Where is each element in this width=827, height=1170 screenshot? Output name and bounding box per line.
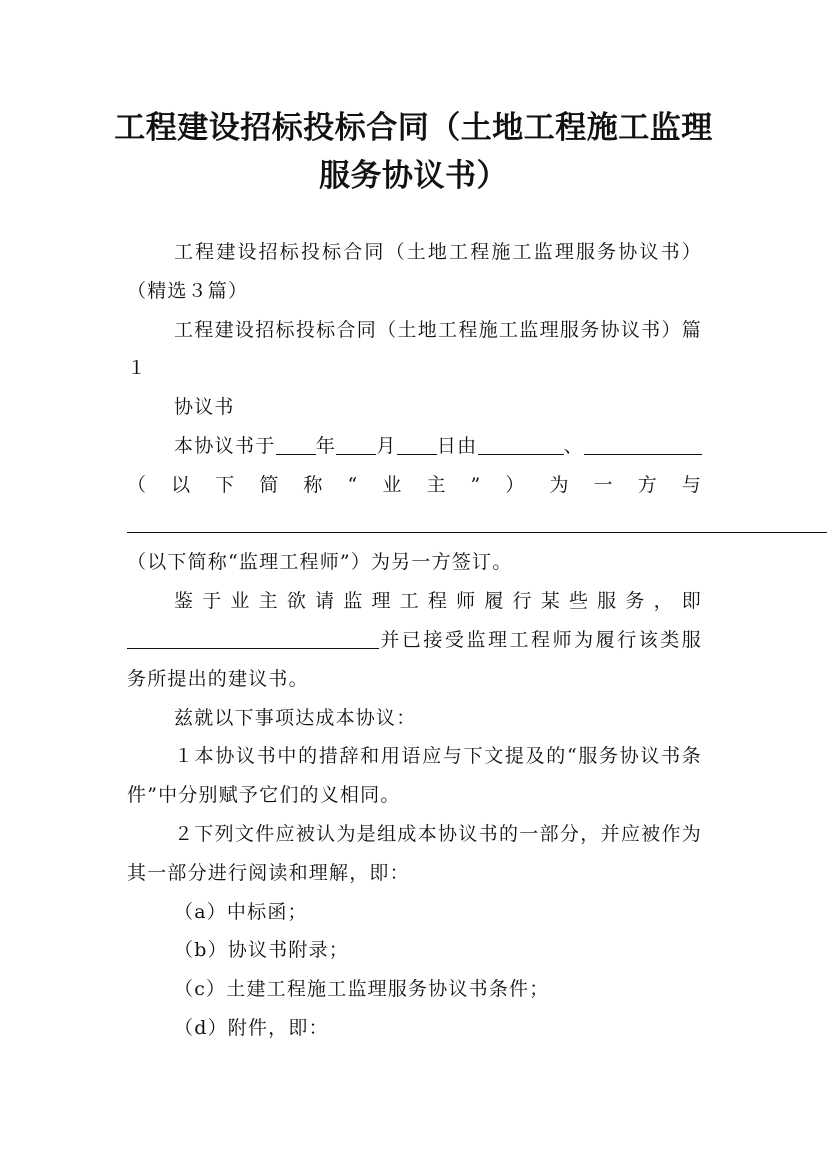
title-line-2: 服务协议书）: [319, 158, 508, 194]
services-blank: [127, 629, 379, 649]
list-item-d: （d）附件，即：: [174, 1016, 329, 1039]
p1-text-e: 、: [563, 434, 584, 457]
intro-paragraph: 工程建设招标投标合同（土地工程施工监理服务协议书）（精选３篇）: [127, 241, 702, 302]
p1-text-a: 本协议书于: [174, 434, 276, 457]
party-blank-1: [478, 435, 564, 455]
year-blank: [276, 435, 316, 455]
section-subtitle: 工程建设招标投标合同（土地工程施工监理服务协议书）篇１: [127, 318, 702, 380]
list-item-a: （a）中标函；: [174, 900, 308, 923]
party-blank-2: [584, 435, 702, 455]
title-line-1: 工程建设招标投标合同（土地工程施工监理: [114, 110, 713, 146]
document-title: [90, 104, 737, 200]
clause-2: ２下列文件应被认为是组成本协议书的一部分，并应被作为其一部分进行阅读和理解，即：: [127, 822, 702, 884]
month-blank: [336, 435, 376, 455]
p1-text-g: （以下简称“监理工程师”）为另一方签订。: [127, 551, 513, 574]
services-paragraph: [127, 582, 702, 698]
list-item-c: （c）土建工程施工监理服务协议书条件；: [174, 978, 550, 1001]
clause-1: １本协议书中的措辞和用语应与下文提及的“服务协议书条件”中分别赋予它们的义相同。: [127, 745, 702, 807]
p1-text-f: （以下简称“业主”）为一方与: [127, 473, 702, 496]
p2-text-a: 鉴于业主欲请监理工程师履行某些服务，即: [174, 590, 702, 613]
p1-text-b: 年: [315, 434, 337, 457]
agreement-date-paragraph: [127, 427, 702, 582]
p1-text-c: 月: [376, 434, 397, 457]
p1-text-d: 日由: [436, 434, 478, 457]
engineer-blank: [127, 513, 827, 533]
list-item-b: （b）协议书附录；: [174, 939, 349, 962]
document-body: [127, 233, 702, 1048]
day-blank: [397, 435, 437, 455]
section-heading: 协议书: [174, 396, 235, 419]
p2-text-b: 并已接受监理工程师为履行该类服务所提出的建议书。: [127, 628, 702, 690]
agreement-intro-paragraph: 兹就以下事项达成本协议：: [174, 706, 417, 729]
